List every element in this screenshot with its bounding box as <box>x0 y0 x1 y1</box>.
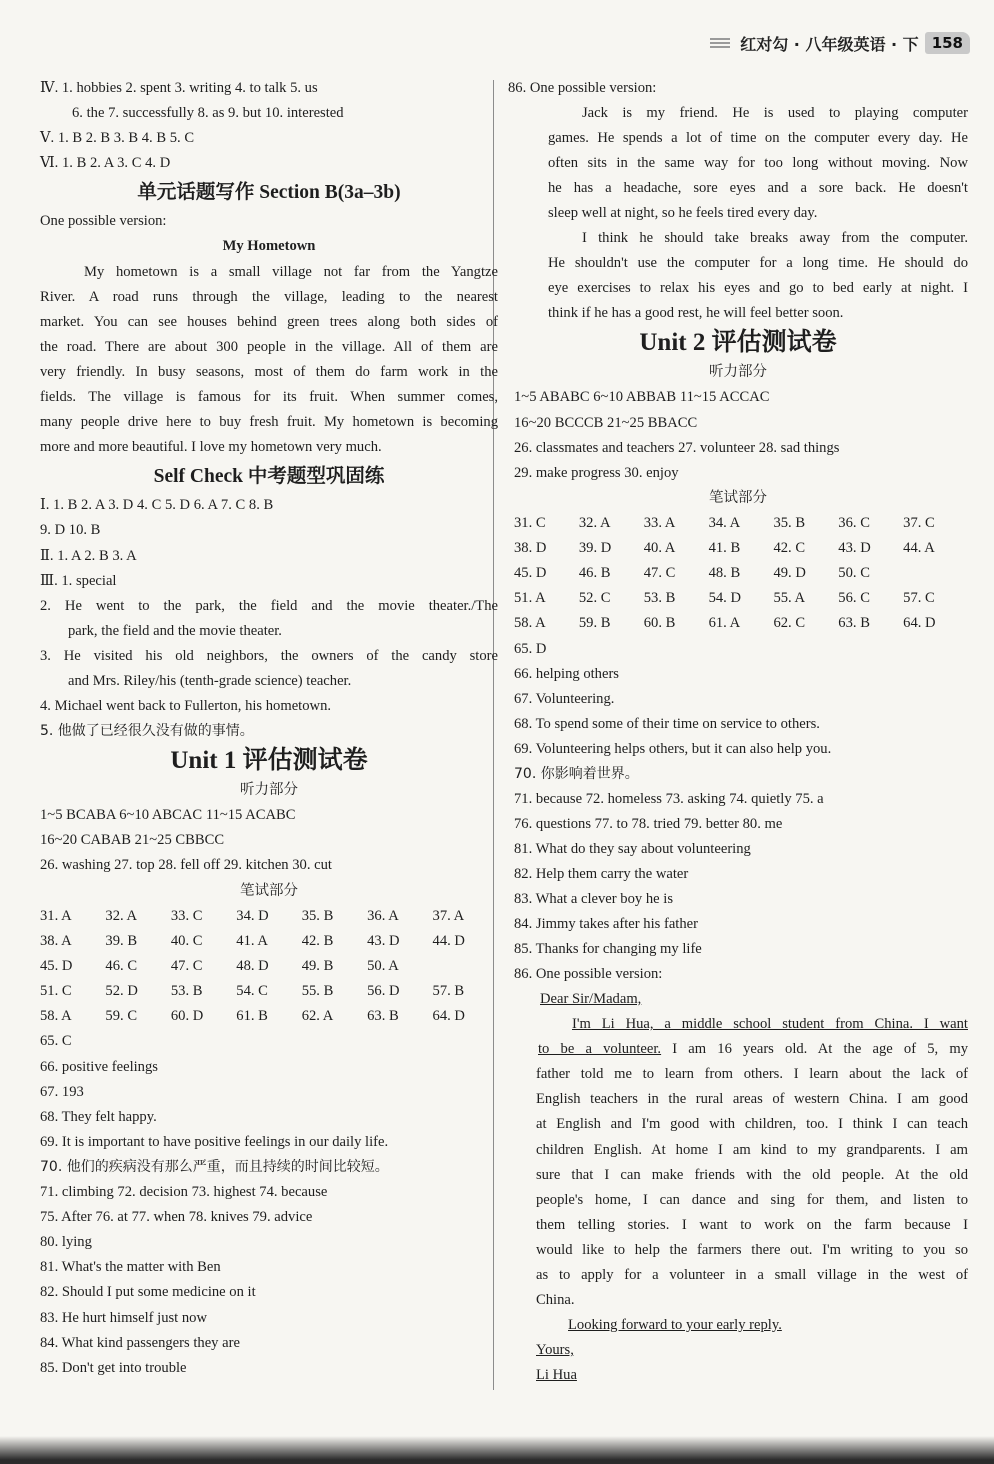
mc-answer: 61. B <box>236 1008 268 1025</box>
answer-line: 84. Jimmy takes after his father <box>514 916 698 933</box>
answer-line: 71. climbing 72. decision 73. highest 74. because <box>40 1184 328 1201</box>
writing-intro: One possible version: <box>40 213 167 230</box>
answer-line: 76. questions 77. to 78. tried 79. better 80. me <box>514 815 783 832</box>
letter-yours <box>508 1338 968 1363</box>
mc-answer: 63. B <box>838 615 870 632</box>
answer-line: 68. To spend some of their time on service to others. <box>514 715 820 732</box>
answer-line: 75. After 76. at 77. when 78. knives 79. advice <box>40 1209 313 1226</box>
answer-line: 69. It is important to have positive feelings in our daily life. <box>40 1133 389 1150</box>
mc-answer: 43. D <box>367 932 400 949</box>
mc-answer: 32. A <box>578 514 611 531</box>
essay-line: My hometown is a small village not far from the Yangtze <box>84 263 498 280</box>
mc-answer: 43. D <box>838 539 871 556</box>
page-number: 158 <box>925 32 970 54</box>
written-label: 笔试部分 <box>709 489 767 506</box>
mc-answer: 54. C <box>236 983 268 1000</box>
mc-answer: 34. D <box>236 907 269 924</box>
mc-answer: 48. D <box>236 957 269 974</box>
mc-grid <box>40 904 498 1030</box>
answer-line: 81. What's the matter with Ben <box>40 1259 221 1276</box>
letter-closing-text: Looking forward to your early reply. <box>568 1316 782 1333</box>
mc-answer: 56. C <box>838 590 870 607</box>
mc-row <box>514 611 968 636</box>
answer-line: park, the field and the movie theater. <box>68 622 282 639</box>
letter-line: them telling stories. I want to work on the farm because I <box>536 1216 968 1233</box>
letter-yours-text: Yours, <box>536 1341 574 1358</box>
answer-line: 66. positive feelings <box>40 1058 158 1075</box>
answer-line: 16~20 CABAB 21~25 CBBCC <box>40 832 225 849</box>
mc-answer: 33. A <box>643 514 676 531</box>
listening-label: 听力部分 <box>240 782 298 799</box>
mc-answer: 57. C <box>903 590 935 607</box>
answer-line: 65. C <box>40 1033 72 1050</box>
letter-line: as to apply for a volunteer in a small village in the west of <box>536 1266 968 1283</box>
essay-line: think if he has a good rest, he will feel better soon. <box>548 305 844 322</box>
answer-line: 66. helping others <box>514 665 619 682</box>
essay-line: the road. There are about 300 people in the village. All of them are <box>40 338 498 355</box>
answer-line: 29. make progress 30. enjoy <box>514 464 679 481</box>
mc-answer: 57. B <box>432 983 465 1000</box>
answer-line: Ⅲ. 1. special <box>40 572 117 589</box>
mc-answer: 55. A <box>773 590 806 607</box>
mc-answer: 46. C <box>105 957 138 974</box>
mc-answer: 54. D <box>708 590 742 607</box>
mc-answer: 38. D <box>514 539 547 556</box>
answer-line: 67. 193 <box>40 1083 84 1100</box>
answer-line: 1~5 ABABC 6~10 ABBAB 11~15 ACCAC <box>514 389 770 406</box>
answer-line: 69. Volunteering helps others, but it can also help you. <box>514 740 832 757</box>
letter-line: children English. At home I am kind to my grandparents. I am <box>536 1141 968 1158</box>
mc-answer: 49. D <box>773 565 806 582</box>
letter-line <box>508 1012 968 1037</box>
mc-answer: 56. D <box>367 983 400 1000</box>
answer-line: 68. They felt happy. <box>40 1108 157 1125</box>
essay-line: games. He spends a lot of time on the computer every day. He <box>548 130 968 147</box>
mc-answer: 45. D <box>514 565 547 582</box>
page-header <box>710 30 970 56</box>
answer-line: 82. Help them carry the water <box>514 866 689 883</box>
answer-line: 2. He went to the park, the field and the movie theater./The <box>40 597 498 614</box>
letter-line: English teachers in the rural areas of western China. I am good <box>536 1091 968 1108</box>
answer-line: 70. 你影响着世界。 <box>514 765 639 782</box>
essay-line: very friendly. In busy seasons, most of them do farm work in the <box>40 363 498 380</box>
answer-line: 70. 他们的疾病没有那么严重，而且持续的时间比较短。 <box>40 1158 389 1175</box>
unit-heading: Unit 1 评估测试卷 <box>170 747 368 775</box>
mc-answer: 60. B <box>643 615 676 632</box>
answer-line: 83. What a clever boy he is <box>514 891 673 908</box>
essay-title: My Hometown <box>222 238 316 255</box>
mc-answer: 35. B <box>301 907 334 924</box>
mc-answer: 31. A <box>40 907 72 924</box>
mc-answer: 52. C <box>578 590 611 607</box>
mc-answer <box>903 561 968 586</box>
answer-line: Ⅳ. 1. hobbies 2. spent 3. writing 4. to talk 5. us <box>40 80 318 96</box>
mc-answer: 36. A <box>367 907 399 924</box>
written-label: 笔试部分 <box>240 882 298 899</box>
mc-answer: 44. A <box>903 539 935 556</box>
mc-answer: 37. C <box>903 514 935 531</box>
mc-answer: 41. B <box>708 539 741 556</box>
mc-answer: 63. B <box>367 1008 399 1025</box>
essay-line: many people drive here to buy fresh fruit. My hometown is becoming <box>40 414 498 431</box>
mc-answer: 42. C <box>773 539 806 556</box>
mc-answer: 38. A <box>40 932 72 949</box>
mc-answer: 45. D <box>40 957 73 974</box>
answer-line: 86. One possible version: <box>514 966 663 983</box>
answer-line: and Mrs. Riley/his (tenth-grade science) teacher. <box>68 672 352 689</box>
mc-row <box>514 536 968 561</box>
answer-line: 3. He visited his old neighbors, the owners of the candy store <box>40 647 498 664</box>
letter-line: would like to help the farmers there out. I'm writing to you so <box>536 1241 968 1258</box>
answer-line: 9. D 10. B <box>40 522 101 539</box>
mc-row <box>514 561 968 586</box>
letter-line: sure that I can make friends with the old people. At the old <box>536 1166 968 1183</box>
mc-row <box>40 954 498 979</box>
answer-line: 26. classmates and teachers 27. volunteer 28. sad things <box>514 439 840 456</box>
section-heading: 单元话题写作 Section B(3a–3b) <box>137 182 401 204</box>
mc-answer: 36. C <box>838 514 870 531</box>
mc-answer: 64. D <box>903 615 936 632</box>
mc-row <box>40 929 498 954</box>
mc-row <box>514 586 968 611</box>
answer-line: Ⅵ. 1. B 2. A 3. C 4. D <box>40 155 171 172</box>
answer-line: 86. One possible version: <box>508 80 657 96</box>
mc-answer: 58. A <box>40 1008 72 1025</box>
mc-answer: 40. C <box>170 932 203 949</box>
essay-line: He shouldn't use the computer for a long time. He should do <box>548 255 968 272</box>
right-column <box>508 76 968 1388</box>
letter-body <box>508 1062 968 1312</box>
answer-line: 5. 他做了已经很久没有做的事情。 <box>40 723 254 740</box>
mc-answer: 47. C <box>643 565 676 582</box>
answer-line: 82. Should I put some medicine on it <box>40 1284 256 1301</box>
mc-answer: 53. B <box>170 983 203 1000</box>
mc-grid <box>508 511 968 637</box>
mc-answer: 44. D <box>432 932 465 949</box>
answer-line: Ⅱ. 1. A 2. B 3. A <box>40 547 137 564</box>
mc-row <box>40 904 498 929</box>
listening-label: 听力部分 <box>709 364 767 381</box>
mc-answer: 32. A <box>105 907 138 924</box>
section-heading: Self Check 中考题型巩固练 <box>153 466 385 488</box>
essay-line: sleep well at night, so he feels tired every day. <box>548 205 818 222</box>
mc-answer: 62. A <box>301 1008 334 1025</box>
answer-line: 85. Thanks for changing my life <box>514 941 702 958</box>
mc-answer: 35. B <box>773 514 806 531</box>
answer-list <box>508 637 968 988</box>
answer-line: 26. washing 27. top 28. fell off 29. kitchen 30. cut <box>40 857 332 874</box>
letter-text: I am 16 years old. At the age of 5, my <box>661 1041 968 1058</box>
mc-answer: 39. B <box>105 932 138 949</box>
letter-underlined: to be a volunteer. <box>538 1041 662 1058</box>
answer-line: 4. Michael went back to Fullerton, his hometown. <box>40 698 332 715</box>
essay-line: eye exercises to relax his eyes and go to bed early at night. I <box>548 280 968 297</box>
letter-greeting: Dear Sir/Madam, <box>540 991 642 1008</box>
mc-answer: 48. B <box>708 565 741 582</box>
page-edge-shadow <box>0 1436 994 1464</box>
mc-answer: 55. B <box>301 983 334 1000</box>
mc-answer: 34. A <box>708 514 741 531</box>
mc-answer: 31. C <box>514 514 546 531</box>
mc-answer: 49. B <box>301 957 334 974</box>
answer-line: 85. Don't get into trouble <box>40 1359 187 1376</box>
mc-answer: 37. A <box>432 907 465 924</box>
header-bars-icon <box>710 38 730 48</box>
essay-line: often sits in the same way for too long without moving. Now <box>548 155 968 172</box>
essay-line: Jack is my friend. He is used to playing computer <box>582 105 968 122</box>
mc-row <box>40 1004 498 1029</box>
answer-line: Ⅰ. 1. B 2. A 3. D 4. C 5. D 6. A 7. C 8. B <box>40 497 274 514</box>
left-column <box>40 76 498 1381</box>
mc-answer: 39. D <box>578 539 612 556</box>
essay-line: market. You can see houses behind green trees along both sides of <box>40 313 498 330</box>
letter-name: Li Hua <box>536 1366 577 1383</box>
mc-answer: 47. C <box>170 957 203 974</box>
essay-line: more and more beautiful. I love my hometown very much. <box>40 439 382 456</box>
mc-answer: 46. B <box>578 565 611 582</box>
mc-answer: 60. D <box>170 1008 204 1025</box>
answer-line: 6. the 7. successfully 8. as 9. but 10. interested <box>72 105 344 122</box>
mc-answer: 59. B <box>578 615 611 632</box>
mc-answer: 41. A <box>236 932 268 949</box>
unit-heading: Unit 2 评估测试卷 <box>639 329 837 357</box>
letter-line: people's home, I can dance and sing for them, and listen to <box>536 1191 968 1208</box>
mc-answer: 58. A <box>514 615 546 632</box>
letter-line <box>508 1037 968 1062</box>
letter-closing <box>508 1313 968 1338</box>
mc-answer: 61. A <box>708 615 741 632</box>
letter-underlined: I'm Li Hua, a middle school student from China. I want <box>572 1016 968 1033</box>
answer-line: 84. What kind passengers they are <box>40 1334 240 1351</box>
answer-line: 83. He hurt himself just now <box>40 1309 208 1326</box>
letter-line: at English and I'm good with children, too. I think I can teach <box>536 1116 968 1133</box>
mc-answer <box>433 954 498 979</box>
essay-line: he has a headache, sore eyes and a sore back. He doesn't <box>548 180 968 197</box>
essay-line: River. A road runs through the village, leading to the nearest <box>40 288 498 305</box>
answer-line: 1~5 BCABA 6~10 ABCAC 11~15 ACABC <box>40 807 296 824</box>
mc-answer: 51. A <box>514 590 546 607</box>
book-title: 红对勾 · 八年级英语 · 下 <box>740 34 919 54</box>
answer-line: Ⅴ. 1. B 2. B 3. B 4. B 5. C <box>40 130 195 147</box>
mc-answer: 59. C <box>105 1008 138 1025</box>
answer-line: 67. Volunteering. <box>514 690 615 707</box>
answer-line: 65. D <box>514 640 547 657</box>
mc-answer: 53. B <box>643 590 676 607</box>
essay-line: fields. The village is famous for its fruit. When summer comes, <box>40 389 498 406</box>
answer-line: 71. because 72. homeless 73. asking 74. quietly 75. a <box>514 790 824 807</box>
essay-line: I think he should take breaks away from the computer. <box>582 230 968 247</box>
mc-answer: 50. C <box>838 565 870 582</box>
mc-answer: 62. C <box>773 615 806 632</box>
letter-signature <box>508 1363 968 1388</box>
letter-line: father told me to learn from others. I learn about the lack of <box>536 1066 968 1083</box>
mc-answer: 50. A <box>367 957 399 974</box>
mc-answer: 40. A <box>643 539 676 556</box>
mc-answer: 51. C <box>40 983 72 1000</box>
answer-list <box>40 1029 498 1380</box>
answer-line: 16~20 BCCCB 21~25 BBACC <box>514 414 698 431</box>
mc-answer: 33. C <box>170 907 203 924</box>
answer-line: 80. lying <box>40 1234 92 1251</box>
mc-row <box>40 979 498 1004</box>
letter-line: China. <box>536 1291 575 1308</box>
mc-answer: 42. B <box>301 932 334 949</box>
mc-row <box>514 511 968 536</box>
answer-line: 81. What do they say about volunteering <box>514 840 751 857</box>
mc-answer: 52. D <box>105 983 138 1000</box>
mc-answer: 64. D <box>432 1008 465 1025</box>
